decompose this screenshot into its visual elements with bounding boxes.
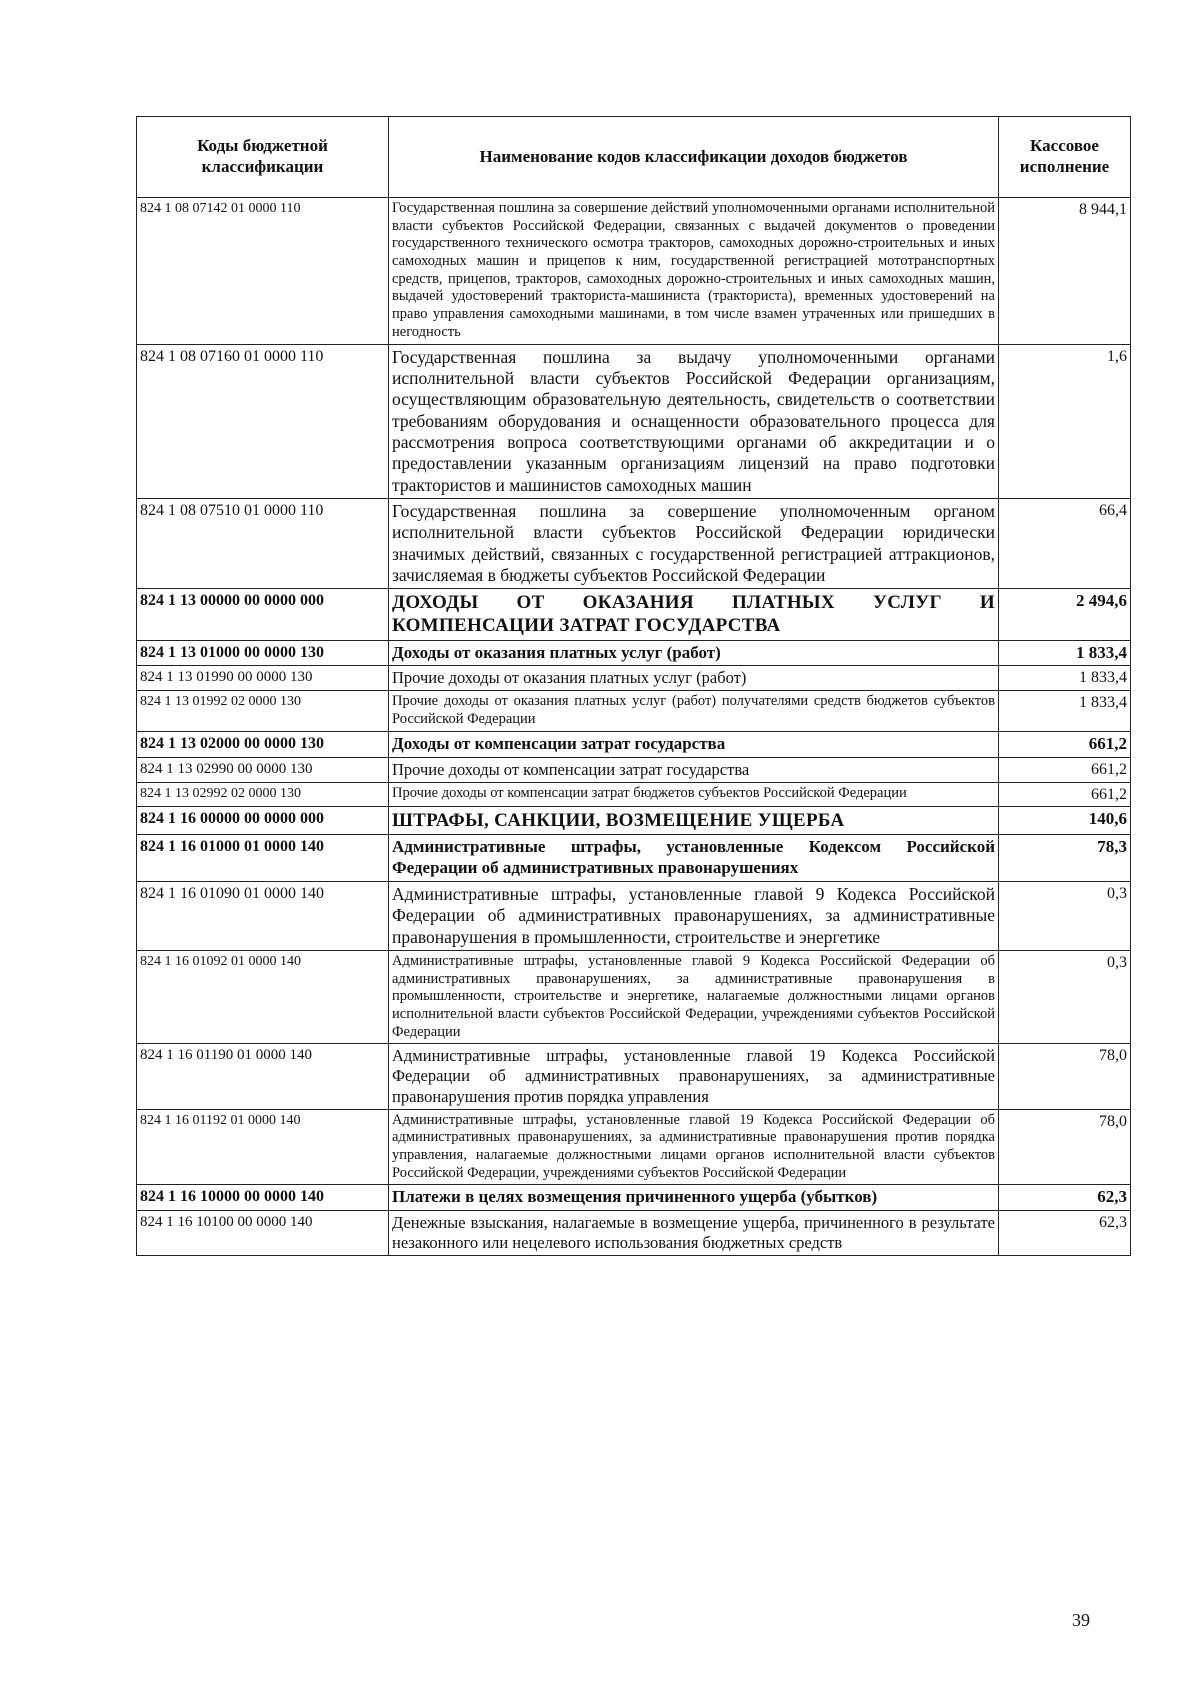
row-name: Денежные взыскания, налагаемые в возмещение ущерба, причиненного в результате незаконного или нецелевого использования бюджетных средств [389, 1211, 999, 1256]
table-row [137, 950, 1131, 1043]
row-code: 824 1 16 01092 01 0000 140 [137, 950, 389, 1043]
row-name: Административные штрафы, установленные главой 9 Кодекса Российской Федерации об административных правонарушениях, за административные правонарушения в промышленности, строительстве и энергетике, налагаемые должностными лицами органов исполнительной власти субъектов Российской Федерации, учреждениями субъектов Российской Федерации [389, 950, 999, 1043]
row-code: 824 1 16 01000 01 0000 140 [137, 835, 389, 881]
row-name: Государственная пошлина за совершение уполномоченным органом исполнительной власти субъектов Российской Федерации юридически значимых действий, связанных с государственной регистрацией аттракционов, зачисляемая в бюджеты субъектов Российской Федерации [389, 498, 999, 588]
row-amount: 0,3 [999, 881, 1131, 950]
row-amount: 1 833,4 [999, 640, 1131, 666]
table-row [137, 782, 1131, 807]
row-name: Государственная пошлина за совершение действий уполномоченными органами исполнительной власти субъектов Российской Федерации, связанных с выдачей документов о проведении государственного технического осмотра тракторов, самоходных дорожно-строительных и иных самоходных машин и прицепов к ним, государственной регистрацией мототранспортных средств, прицепов, тракторов, самоходных дорожно-строительных и иных самоходных машин, выдачей удостоверений тракториста-машиниста (тракториста), временных удостоверений на право управления самоходными машинами, в том числе взамен утраченных или пришедших в негодность [389, 198, 999, 345]
row-amount: 2 494,6 [999, 589, 1131, 640]
row-amount: 661,2 [999, 731, 1131, 757]
table-row [137, 344, 1131, 498]
row-amount: 1 833,4 [999, 691, 1131, 731]
row-name: Прочие доходы от оказания платных услуг (работ) [389, 666, 999, 691]
row-name: Государственная пошлина за выдачу уполномоченными органами исполнительной власти субъектов Российской Федерации организациям, осуществляющим образовательную деятельность, свидетельств о соответствии требованиям оборудования и оснащенности образовательного процесса для рассмотрения вопроса соответствующими органами об аккредитации и о предоставлении указанным организациям лицензий на право подготовки трактористов и машинистов самоходных машин [389, 344, 999, 498]
row-code: 824 1 16 10100 00 0000 140 [137, 1211, 389, 1256]
row-amount: 140,6 [999, 807, 1131, 835]
row-amount: 78,0 [999, 1109, 1131, 1185]
row-amount: 62,3 [999, 1211, 1131, 1256]
row-name: Административные штрафы, установленные главой 19 Кодекса Российской Федерации об административных правонарушениях, за административные правонарушения против порядка управления, налагаемые должностными лицами органов исполнительной власти субъектов Российской Федерации, учреждениями субъектов Российской Федерации [389, 1109, 999, 1185]
row-name: Прочие доходы от компенсации затрат бюджетов субъектов Российской Федерации [389, 782, 999, 807]
revenue-table [136, 116, 1131, 1256]
row-amount: 78,3 [999, 835, 1131, 881]
table-row [137, 691, 1131, 731]
row-amount: 1 833,4 [999, 666, 1131, 691]
row-code: 824 1 13 02000 00 0000 130 [137, 731, 389, 757]
table-row [137, 498, 1131, 588]
row-code: 824 1 13 01000 00 0000 130 [137, 640, 389, 666]
row-code: 824 1 13 02990 00 0000 130 [137, 757, 389, 782]
table-row [137, 1109, 1131, 1185]
row-code: 824 1 08 07510 01 0000 110 [137, 498, 389, 588]
table-header-row [137, 117, 1131, 198]
table-row [137, 1185, 1131, 1211]
row-name: Административные штрафы, установленные Кодексом Российской Федерации об административных правонарушениях [389, 835, 999, 881]
row-name: ШТРАФЫ, САНКЦИИ, ВОЗМЕЩЕНИЕ УЩЕРБА [389, 807, 999, 835]
table-row [137, 640, 1131, 666]
row-amount: 1,6 [999, 344, 1131, 498]
row-code: 824 1 08 07160 01 0000 110 [137, 344, 389, 498]
table-row [137, 881, 1131, 950]
row-name: Доходы от компенсации затрат государства [389, 731, 999, 757]
row-name: Прочие доходы от оказания платных услуг (работ) получателями средств бюджетов субъектов Российской Федерации [389, 691, 999, 731]
row-code: 824 1 08 07142 01 0000 110 [137, 198, 389, 345]
row-amount: 78,0 [999, 1044, 1131, 1109]
row-code: 824 1 13 01992 02 0000 130 [137, 691, 389, 731]
row-name: ДОХОДЫ ОТ ОКАЗАНИЯ ПЛАТНЫХ УСЛУГ И КОМПЕНСАЦИИ ЗАТРАТ ГОСУДАРСТВА [389, 589, 999, 640]
row-code: 824 1 16 01090 01 0000 140 [137, 881, 389, 950]
table-row [137, 1044, 1131, 1109]
row-name: Административные штрафы, установленные главой 19 Кодекса Российской Федерации об административных правонарушениях, за административные правонарушения против порядка управления [389, 1044, 999, 1109]
row-amount: 8 944,1 [999, 198, 1131, 345]
header-amount: Кассовое исполнение [999, 117, 1131, 198]
row-name: Административные штрафы, установленные главой 9 Кодекса Российской Федерации об административных правонарушениях, за административные правонарушения в промышленности, строительстве и энергетике [389, 881, 999, 950]
row-name: Доходы от оказания платных услуг (работ) [389, 640, 999, 666]
row-name: Платежи в целях возмещения причиненного ущерба (убытков) [389, 1185, 999, 1211]
row-amount: 0,3 [999, 950, 1131, 1043]
table-row [137, 807, 1131, 835]
row-code: 824 1 16 01192 01 0000 140 [137, 1109, 389, 1185]
row-code: 824 1 16 00000 00 0000 000 [137, 807, 389, 835]
row-amount: 661,2 [999, 782, 1131, 807]
row-code: 824 1 13 00000 00 0000 000 [137, 589, 389, 640]
row-name: Прочие доходы от компенсации затрат государства [389, 757, 999, 782]
table-row [137, 757, 1131, 782]
table-row [137, 1211, 1131, 1256]
row-amount: 66,4 [999, 498, 1131, 588]
table-row [137, 589, 1131, 640]
table-row [137, 731, 1131, 757]
row-amount: 62,3 [999, 1185, 1131, 1211]
row-code: 824 1 16 10000 00 0000 140 [137, 1185, 389, 1211]
page-number: 39 [1072, 1610, 1090, 1630]
row-code: 824 1 13 02992 02 0000 130 [137, 782, 389, 807]
row-code: 824 1 13 01990 00 0000 130 [137, 666, 389, 691]
header-name: Наименование кодов классификации доходов бюджетов [389, 117, 999, 198]
row-amount: 661,2 [999, 757, 1131, 782]
table-row [137, 835, 1131, 881]
row-code: 824 1 16 01190 01 0000 140 [137, 1044, 389, 1109]
header-code: Коды бюджетной классификации [137, 117, 389, 198]
table-row [137, 666, 1131, 691]
table-row [137, 198, 1131, 345]
